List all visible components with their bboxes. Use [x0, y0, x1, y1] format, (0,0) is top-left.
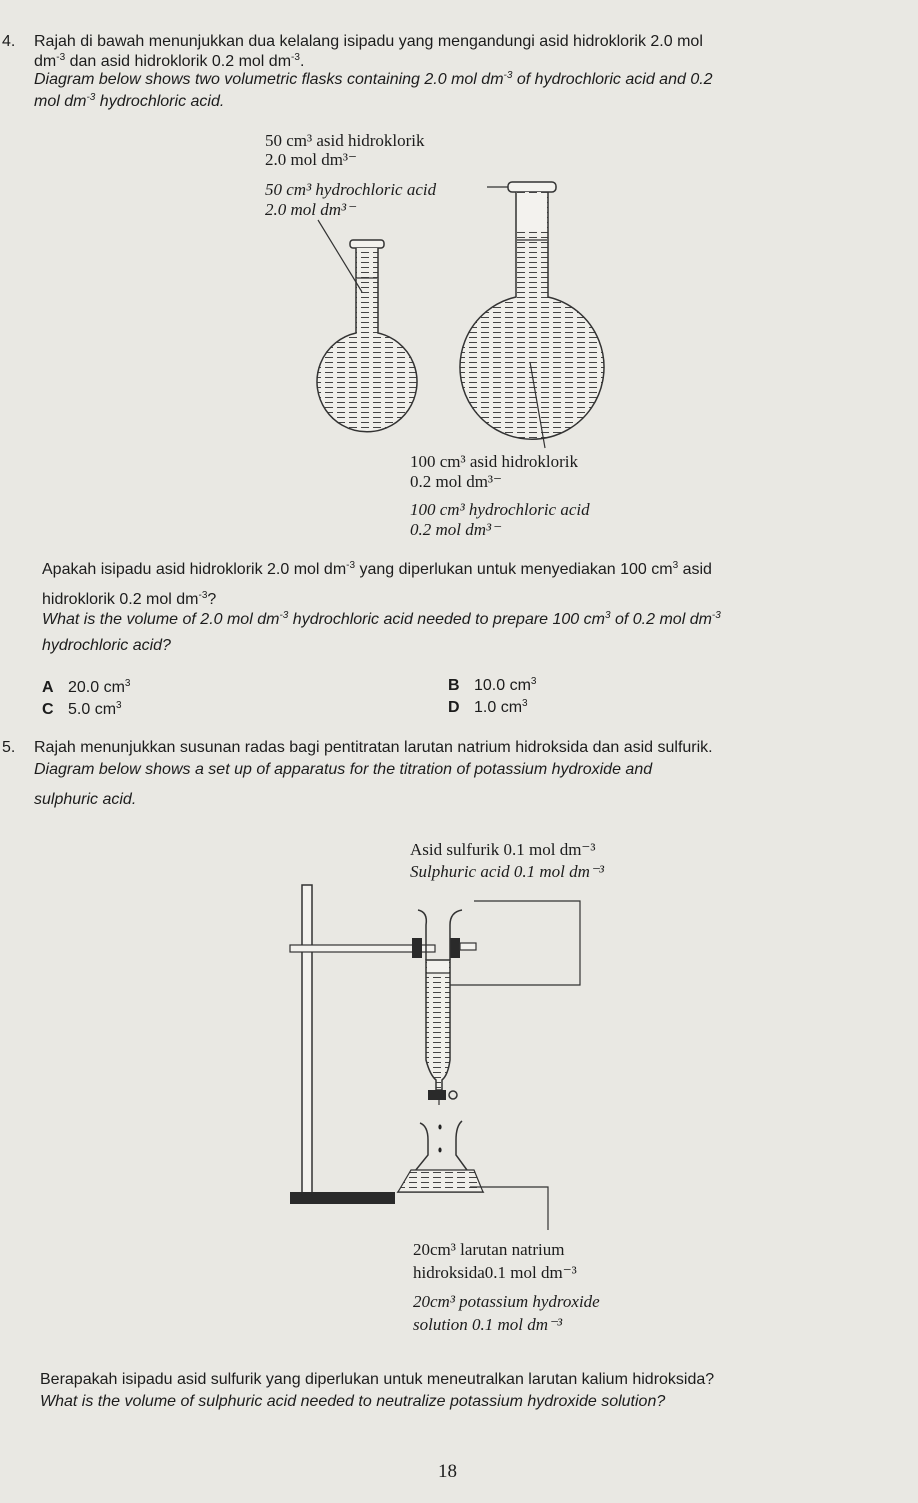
q4-question-ms-line1: Apakah isipadu asid hidroklorik 2.0 mol $dm^{-3}$ yang diperlukan untuk menyediakan 100 $cm^3$ asid: [42, 560, 712, 578]
conical-flask: [398, 1121, 483, 1192]
small-flask-label-ms-1: 50 cm³ asid hidroklorik: [265, 131, 425, 150]
q4-question-en-line1: What is the volume of 2.0 mol $dm^{-3}$ hydrochloric acid needed to prepare 100 $cm^3$ of 0.2 mol $dm^{-3}$: [42, 610, 721, 628]
q4-number: 4.: [2, 33, 16, 50]
small-flask-label-en-2: 2.0 mol dm³⁻: [265, 200, 356, 219]
large-flask-label-ms-2: 0.2 mol dm³⁻: [410, 472, 502, 491]
retort-stand: [290, 885, 476, 1204]
q4-question-en-line2: hydrochloric acid?: [42, 637, 171, 654]
burette: [426, 960, 457, 1105]
q5-number: 5.: [2, 739, 16, 756]
q5-text-en-line2: sulphuric acid.: [34, 791, 137, 808]
conical-flask-label-ms-1: 20cm³ larutan natrium: [413, 1240, 565, 1259]
option-b[interactable]: B 10.0 $cm^3$: [448, 676, 537, 694]
small-flask-label-ms-2: 2.0 mol dm³⁻: [265, 150, 357, 169]
option-c[interactable]: C 5.0 $cm^3$: [42, 700, 122, 718]
q4-text-ms-line1: Rajah di bawah menunjukkan dua kelalang isipadu yang mengandungi asid hidroklorik 2.0 mol: [34, 33, 703, 50]
q4-text-ms-line2: $dm^{-3}$ dan asid hidroklorik 0.2 mol $dm^{-3}$.: [34, 52, 305, 70]
option-a[interactable]: A 20.0 $cm^3$: [42, 678, 131, 696]
large-flask-label-en-2: 0.2 mol dm³⁻: [410, 520, 501, 539]
q5-text-en-line1: Diagram below shows a set up of apparatus for the titration of potassium hydroxide and: [34, 761, 653, 778]
q4-question-ms-line2: hidroklorik 0.2 mol $dm^{-3}$?: [42, 590, 217, 608]
large-flask-label-en-1: 100 cm³ hydrochloric acid: [410, 500, 590, 519]
q4-text-en-line1: Diagram below shows two volumetric flasks containing 2.0 mol $dm^{-3}$ of hydrochloric acid and 0.2: [34, 70, 713, 88]
q5-text-ms: Rajah menunjukkan susunan radas bagi pentitratan larutan natrium hidroksida dan asid sulfurik.: [34, 739, 713, 756]
large-flask-label-ms-1: 100 cm³ asid hidroklorik: [410, 452, 578, 471]
q4-text-en-line2: mol $dm^{-3}$ hydrochloric acid.: [34, 92, 225, 110]
small-flask-label-en-1: 50 cm³ hydrochloric acid: [265, 180, 437, 199]
option-d[interactable]: D 1.0 $cm^3$: [448, 698, 528, 716]
page-number: 18: [438, 1461, 457, 1482]
burette-label-en: Sulphuric acid 0.1 mol dm⁻³: [410, 862, 604, 881]
conical-flask-label-ms-2: hidroksida0.1 mol dm⁻³: [413, 1263, 577, 1282]
burette-label-ms: Asid sulfurik 0.1 mol dm⁻³: [410, 840, 596, 859]
small-volumetric-flask: [317, 240, 417, 432]
conical-flask-label-en-1: 20cm³ potassium hydroxide: [413, 1292, 600, 1311]
q5-question-ms: Berapakah isipadu asid sulfurik yang diperlukan untuk meneutralkan larutan kalium hidroksida?: [40, 1371, 715, 1388]
large-volumetric-flask: [460, 182, 604, 439]
q5-question-en: What is the volume of sulphuric acid needed to neutralize potassium hydroxide solution?: [40, 1393, 666, 1410]
conical-flask-label-en-2: solution 0.1 mol dm⁻³: [413, 1315, 563, 1334]
